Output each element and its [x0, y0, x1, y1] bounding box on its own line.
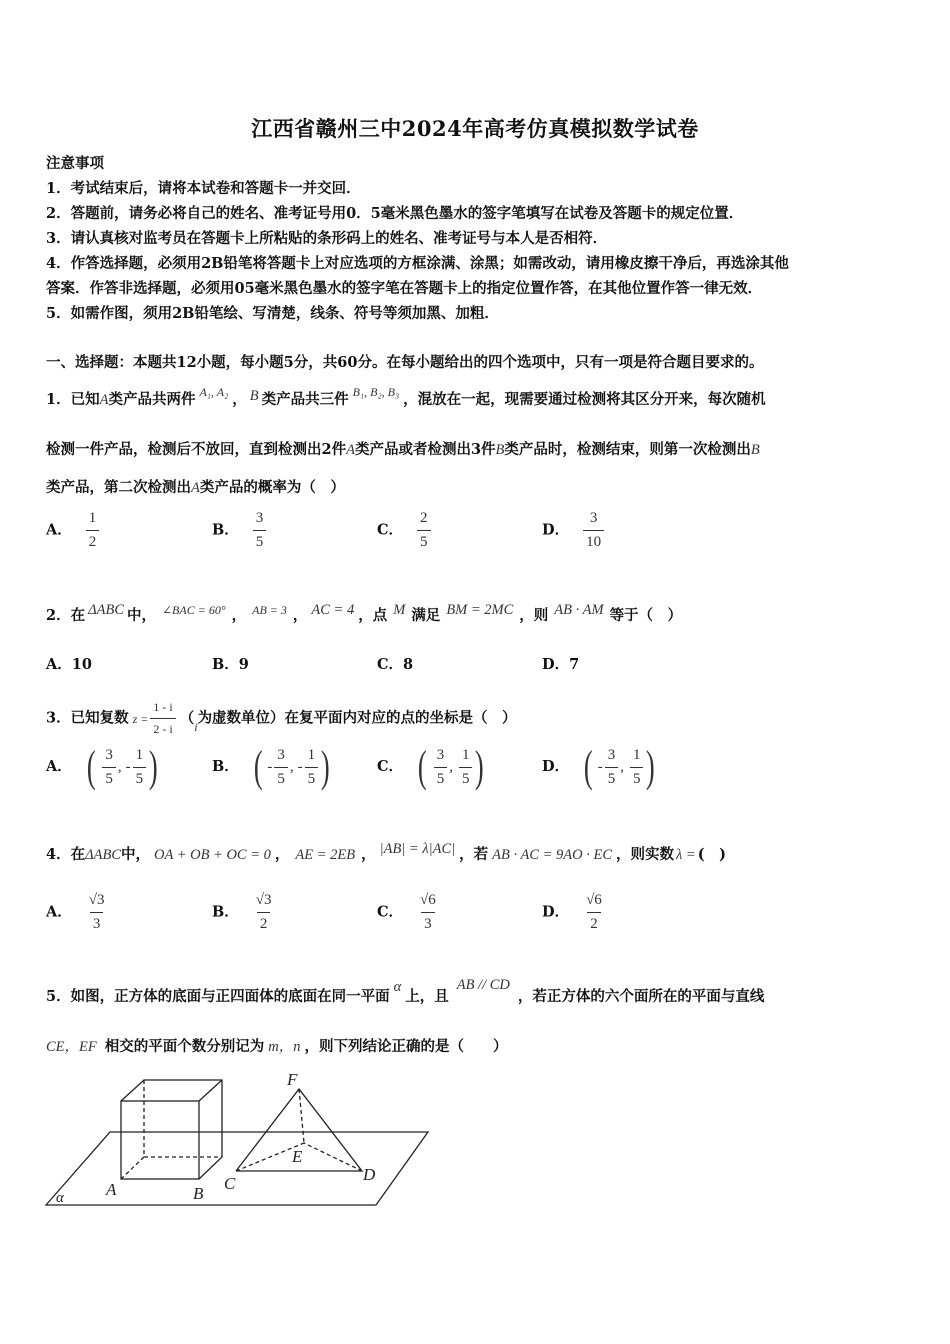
notice-heading: 注意事项 [46, 155, 104, 172]
q1-option-b[interactable]: B． $\frac{3}{5}$ [212, 510, 266, 551]
q1-math: A [99, 392, 109, 408]
notice-item: 2．答题前，请务必将自己的姓名、准考证号用0．5毫米黑色墨水的签字笔填写在试卷及答题卡的规定位置． [46, 205, 744, 222]
page-title: 江西省赣州三中2024年高考仿真模拟数学试卷 [251, 116, 699, 141]
cube [121, 1080, 222, 1179]
notice-item: 5．如需作图，须用2B铅笔绘、写清楚，线条、符号等须加黑、加粗． [46, 305, 499, 322]
q1-text: ，混放在一起，现需要通过检测将其区分开来，每次随机 [403, 391, 766, 408]
label-D: D [363, 1165, 376, 1184]
label-F: F [287, 1070, 298, 1089]
label-B: B [193, 1184, 204, 1203]
q2-option-d[interactable]: D．7 [542, 656, 580, 673]
q4-option-d[interactable]: D． $\frac{√6}{2}$ [542, 892, 602, 932]
geometry-figure [40, 1065, 440, 1215]
question-3-line-1: 3．已知复数 z = $\frac{1 - i}{2 - i}$ （$_i$为虚数单位）在复平面内对应的点的坐标是（ ） [46, 700, 517, 736]
q3-option-c[interactable]: C． ( $\frac{3}{5}$ , $\frac{1}{5}$ ) [377, 742, 485, 791]
q1-text: 检测一件产品，检测后不放回，直到检测出2件 [46, 441, 347, 458]
question-1-line-3 [46, 476, 910, 497]
q1-math: A [346, 442, 355, 458]
notice-item: 1．考试结束后，请将本试卷和答题卡一并交回． [46, 180, 361, 197]
q4-option-c[interactable]: C． $\frac{√6}{3}$ [377, 892, 436, 932]
q3-option-a[interactable]: A． ( $\frac{3}{5}$ , - $\frac{1}{5}$ ) [46, 742, 158, 791]
q1-text: 类产品时，检测结束，则第一次检测出 [504, 441, 751, 458]
q1-math: B [750, 442, 760, 458]
question-1-line-1 [46, 385, 910, 409]
q2-option-c[interactable]: C．8 [377, 656, 414, 673]
q1-text: 类产品的概率为（ ） [199, 479, 345, 496]
notice-item: 3．请认真核对监考员在答题卡上所粘贴的条形码上的姓名、准考证号与本人是否相符． [46, 230, 608, 247]
q1-math: B₁, B₂, B₃ [352, 385, 400, 399]
q1-option-c[interactable]: C． $\frac{2}{5}$ [377, 510, 431, 551]
q1-math: A₁, A₂ [199, 385, 229, 399]
q1-text: 类产品，第二次检测出 [46, 479, 191, 496]
notice-item: 答案．作答非选择题，必须用05毫米黑色墨水的签字笔在答题卡上的指定位置作答，在其他位置作答一律无效． [46, 280, 763, 297]
question-2-line-1: 2．在 ΔABC 中， $^{\angle BAC = 60^\circ}$ ， $^{AB = 3}$ ， AC = 4 ，点 M 满足 BM = 2MC ，则 AB · AM 等于（ ） [46, 602, 683, 624]
question-1-line-2 [46, 438, 910, 459]
q1-text: 类产品共两件 [108, 391, 196, 408]
label-C: C [224, 1174, 236, 1193]
q1-text: ， [232, 391, 247, 408]
q3-option-b[interactable]: B． ( - $\frac{3}{5}$ , - $\frac{1}{5}$ ) [212, 742, 330, 791]
section-heading: 一、选择题：本题共12小题，每小题5分，共60分。在每小题给出的四个选项中，只有一项是符合题目要求的。 [46, 354, 764, 371]
q4-option-b[interactable]: B． $\frac{√3}{2}$ [212, 892, 272, 932]
question-4-line-1: 4．在ΔABC中， OA + OB + OC = 0 ， AE = 2EB ， |AB| = λ|AC| ，若 AB · AC = 9AO · EC ，则实数 λ = ( ) [46, 841, 726, 863]
q1-text: 1．已知 [46, 391, 100, 408]
q1-text: 类产品共三件 [261, 391, 349, 408]
label-alpha: α [56, 1190, 64, 1206]
question-5-line-2: CE，EF 相交的平面个数分别记为 m，n ，则下列结论正确的是（ ） [46, 1038, 508, 1055]
q1-text: 类产品或者检测出3件 [354, 441, 496, 458]
q1-math: B [249, 388, 259, 404]
q1-math: A [191, 480, 200, 496]
q2-option-a[interactable]: A．10 [46, 656, 92, 673]
question-5-line-1: 5．如图，正方体的底面与正四面体的底面在同一平面α上，且AB // CD，若正方体的六个面所在的平面与直线 [46, 977, 765, 1005]
q4-option-a[interactable]: A． $\frac{√3}{3}$ [46, 892, 105, 932]
label-E: E [292, 1147, 303, 1166]
notice-item: 4．作答选择题，必须用2B铅笔将答题卡上对应选项的方框涂满、涂黑；如需改动，请用橡皮擦干净后，再选涂其他 [46, 255, 789, 272]
q1-math: B [495, 442, 505, 458]
q2-option-b[interactable]: B．9 [212, 656, 249, 673]
q1-option-d[interactable]: D． $\frac{3}{10}$ [542, 510, 604, 551]
q1-option-a[interactable]: A． $\frac{1}{2}$ [46, 510, 99, 551]
q3-option-d[interactable]: D． ( - $\frac{3}{5}$ , $\frac{1}{5}$ ) [542, 742, 656, 791]
label-A: A [106, 1180, 117, 1199]
